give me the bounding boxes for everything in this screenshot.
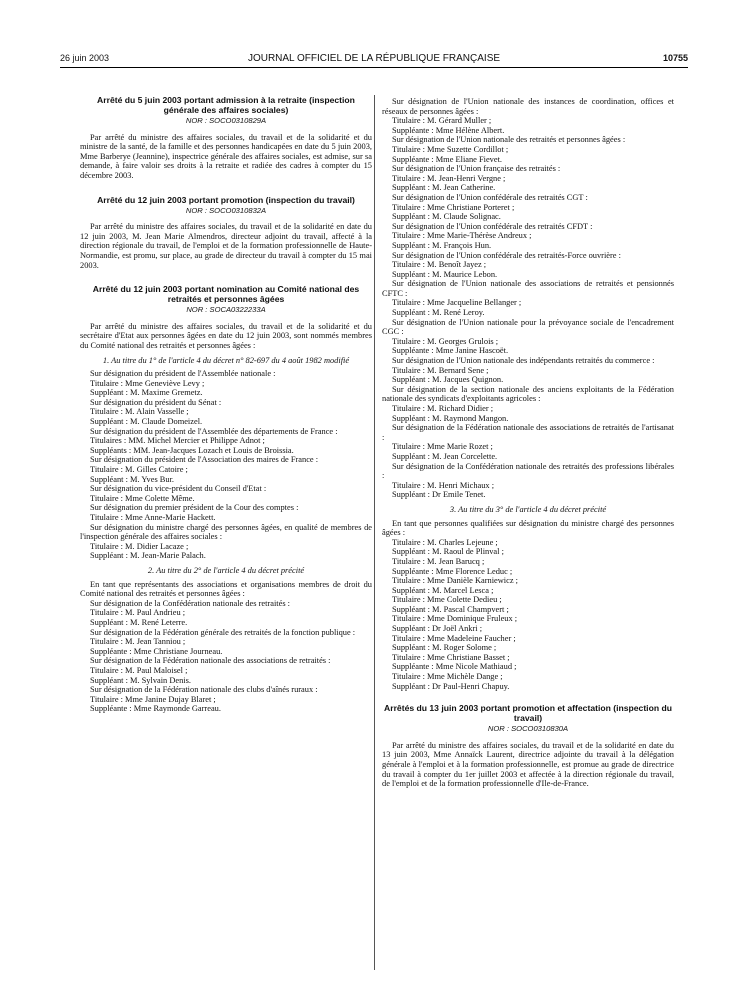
decree-body-affectation: Par arrêté du ministre des affaires sociales, du travail et de la solidarité en date du 13 juin 2003, Mme Annaïck Laurent, directrice adjointe du travail à la délégation générale à l'emploi et à la formation professionnelle, est promue au grade de directrice du travail à compter du 1er juillet 2003 et affectée à la direction régionale du travail, de l'emploi et de la formation professionnelle d'Ile-de-France. xyxy=(382,740,674,789)
text-line: Suppléante : Mme Nicole Mathiaud ; xyxy=(392,662,517,672)
text-line: Suppléant : M. Maxime Gremetz. xyxy=(90,388,203,398)
text-line: Suppléant : Dr Paul-Henri Chapuy. xyxy=(392,681,510,691)
text-line: Titulaire : M. Benoît Jayez ; xyxy=(392,260,487,270)
decree-body-nomination: Par arrêté du ministre des affaires sociales, du travail et de la solidarité et du secrétaire d'Etat aux personnes âgées en date du 12 juin 2003, sont nommés membres du Comité national des retraités et personnes âgées : xyxy=(80,321,372,350)
text-line: Titulaire : Mme Geneviève Levy ; xyxy=(90,378,205,388)
text-line: Titulaire : M. Alain Vasselle ; xyxy=(90,407,189,417)
section-2-continued-list xyxy=(382,97,674,500)
text-line: Suppléant : M. Jacques Quignon. xyxy=(392,375,504,385)
text-line: Titulaire : Mme Colette Dedieu ; xyxy=(392,595,502,605)
text-line: Sur désignation de l'Union nationale des retraités et personnes âgées : xyxy=(392,135,626,145)
text-line: Titulaire : Mme Anne-Marie Hackett. xyxy=(90,513,216,522)
text-line: Suppléant : Dr Joël Ankri ; xyxy=(392,624,483,634)
text-line: En tant que représentants des associations et organisations membres de droit du Comité national des retraités et personnes âgées : xyxy=(80,579,372,599)
text-line: Titulaire : Mme Christiane Porteret ; xyxy=(392,202,515,212)
text-line: Titulaire : M. Charles Lejeune ; xyxy=(392,537,498,547)
text-line: Titulaire : M. Richard Didier ; xyxy=(392,404,494,413)
section-2-list xyxy=(80,580,372,714)
text-line: Sur désignation de la Fédération nationale des associations de retraités de l'artisanat : xyxy=(382,423,674,442)
text-line: Suppléant : M. Raoul de Plinval ; xyxy=(392,547,504,557)
text-line: Suppléante : Mme Hélène Albert. xyxy=(392,125,505,135)
text-line: Sur désignation de la Fédération nationale des associations de retraités : xyxy=(90,656,331,666)
text-line: Suppléant : M. Roger Solome ; xyxy=(392,643,497,653)
header-date: 26 juin 2003 xyxy=(60,53,110,63)
text-line: Titulaire : M. Paul Andrieu ; xyxy=(90,608,186,618)
text-line: Titulaire : M. Bernard Sene ; xyxy=(392,365,489,375)
text-line: Sur désignation de l'Union nationale des associations de retraités et pensionnés CFTC : xyxy=(382,279,674,298)
text-line: Titulaire : Mme Christiane Basset ; xyxy=(392,652,510,662)
text-line: Sur désignation de la Confédération nationale des retraités : xyxy=(90,598,291,608)
text-line: Suppléante : Mme Eliane Fievet. xyxy=(392,154,503,164)
text-line: Titulaire : Mme Madeleine Faucher ; xyxy=(392,633,516,643)
text-line: Sur désignation de l'Union nationale pour la prévoyance sociale de l'encadrement CGC : xyxy=(382,317,674,337)
text-line: Titulaire : M. Gilles Catoire ; xyxy=(90,465,188,475)
page-header xyxy=(60,53,688,67)
text-line: Titulaire : M. Georges Grulois ; xyxy=(392,336,499,346)
text-line: Titulaire : Mme Marie Rozet ; xyxy=(392,442,493,452)
text-line: Suppléants : MM. Jean-Jacques Lozach et Louis de Broissia. xyxy=(90,445,294,455)
decree-nor-retraite: NOR : SOCO0310829A xyxy=(185,116,267,125)
text-line: Titulaire : M. Henri Michaux ; xyxy=(392,480,495,490)
text-line: Suppléant : M. Jean-Marie Palach. xyxy=(90,551,206,561)
section-3-list xyxy=(382,519,674,692)
text-line: Sur désignation du président de l'Association des maires de France : xyxy=(90,455,319,465)
text-line: Titulaire : M. Didier Lacaze ; xyxy=(90,541,189,551)
text-line: Sur désignation de l'Union nationale des indépendants retraités du commerce : xyxy=(392,356,655,366)
text-line: Sur désignation du ministre chargé des personnes âgées, en qualité de membres de l'inspection générale des affaires sociales : xyxy=(80,522,372,542)
text-line: Suppléant : M. Marcel Lesca ; xyxy=(392,585,494,595)
text-line: Sur désignation de la Fédération nationale des clubs d'aînés ruraux : xyxy=(90,685,318,695)
decree-title-nomination: Arrêté du 12 juin 2003 portant nomination au Comité national des retraités et personnes âgées xyxy=(92,284,360,305)
text-line: Sur désignation du vice-président du Conseil d'Etat : xyxy=(90,484,267,494)
text-line: Titulaire : Mme Marie-Thérèse Andreux ; xyxy=(392,231,532,241)
text-line: Titulaire : M. Jean-Henri Vergne ; xyxy=(392,173,506,183)
decree-title-affectation: Arrêtés du 13 juin 2003 portant promotion et affectation (inspection du travail) xyxy=(384,703,672,724)
text-line: Suppléant : M. Raymond Mangon. xyxy=(392,413,509,423)
section-title-1: 1. Au titre du 1° de l'article 4 du décret n° 82-697 du 4 août 1982 modifié xyxy=(102,355,350,365)
text-line: Sur désignation de l'Union confédérale des retraités CFDT : xyxy=(392,221,593,231)
text-line: Suppléant : M. Maurice Lebon. xyxy=(392,269,498,279)
text-line: Titulaire : Mme Dominique Fruleux ; xyxy=(392,614,518,624)
text-line: Suppléant : M. Claude Solignac. xyxy=(392,212,501,222)
header-rule xyxy=(60,67,688,68)
text-line: Sur désignation de l'Union française des retraités : xyxy=(392,164,561,174)
section-1-list xyxy=(80,369,372,561)
column-divider xyxy=(374,95,375,970)
decree-nor-promotion: NOR : SOCO0310832A xyxy=(185,205,267,215)
text-line: Titulaire : Mme Suzette Cordillot ; xyxy=(392,144,509,154)
text-line: Suppléant : M. Sylvain Denis. xyxy=(90,675,191,685)
text-line: Sur désignation de la Fédération générale des retraités de la fonction publique : xyxy=(90,627,356,637)
text-line: Suppléant : M. Jean Catherine. xyxy=(392,183,496,193)
text-line: Suppléante : Mme Christiane Journeau. xyxy=(90,646,223,656)
decree-nor-nomination: NOR : SOCA0322233A xyxy=(186,305,266,315)
text-line: Titulaire : Mme Michèle Dange ; xyxy=(392,672,503,682)
text-line: Titulaire : M. Paul Maloisel ; xyxy=(90,665,188,675)
decree-body-promotion: Par arrêté du ministre des affaires sociales, du travail et de la solidarité en date du 12 juin 2003, M. Jean Marie Almendros, directeur adjoint du travail, affecté à la direction régionale du travail, de l'emploi et de la formation professionnelle de Haute-Normandie, est promu, sur place, au grade de directeur du travail à compter du 15 mai 2003. xyxy=(80,222,372,270)
text-line: Titulaire : Mme Janine Dujay Blaret ; xyxy=(90,694,216,704)
text-line: Titulaire : Mme Danièle Karniewicz ; xyxy=(392,576,518,586)
text-line: Titulaire : Mme Jacqueline Bellanger ; xyxy=(392,298,522,308)
journal-title: JOURNAL OFFICIEL DE LA RÉPUBLIQUE FRANÇAISE xyxy=(247,53,501,64)
text-line: Suppléant : Dr Emile Tenet. xyxy=(392,490,486,500)
text-line: Sur désignation du président de l'Assemblée des départements de France : xyxy=(90,426,338,436)
text-line: Sur désignation du président du Sénat : xyxy=(90,397,222,407)
text-line: Suppléante : Mme Janine Hascoët. xyxy=(392,346,509,356)
decree-body-retraite: Par arrêté du ministre des affaires sociales, du travail et de la solidarité et du ministre de la santé, de la famille et des personnes handicapées en date du 5 juin 2003, Mme Barberye (Jeannine), inspectrice générale des affaires sociales, est admise, sur sa demande, à faire valoir ses droits à la retraite et radiée des cadres à compter du 15 décembre 2003. xyxy=(80,132,372,180)
decree-title-promotion: Arrêté du 12 juin 2003 portant promotion (inspection du travail) xyxy=(97,194,355,205)
text-line: Suppléante : Mme Florence Leduc ; xyxy=(392,566,513,576)
text-line: Suppléant : M. François Hun. xyxy=(392,240,492,250)
text-line: Sur désignation de la Confédération nationale des retraités des professions libérales : xyxy=(382,461,674,481)
text-line: Sur désignation de l'Union confédérale des retraités-Force ouvrière : xyxy=(392,250,621,260)
text-line: Suppléant : M. Claude Domeizel. xyxy=(90,417,203,427)
text-line: Sur désignation du premier président de la Cour des comptes : xyxy=(90,503,299,513)
page-number: 10755 xyxy=(662,53,688,63)
text-line: Titulaire : M. Jean Barucq ; xyxy=(392,556,485,566)
text-line: Sur désignation de l'Union nationale des instances de coordination, offices et réseaux de personnes âgées : xyxy=(382,97,674,116)
text-line: Suppléante : Mme Raymonde Garreau. xyxy=(90,704,221,714)
section-title-2: 2. Au titre du 2° de l'article 4 du décret précité xyxy=(147,565,305,575)
text-line: Titulaires : MM. Michel Mercier et Philippe Adnot ; xyxy=(90,436,265,446)
text-line: Titulaire : Mme Colette Même. xyxy=(90,493,195,503)
text-line: Suppléant : M. René Leterre. xyxy=(90,617,188,627)
text-line: Suppléant : M. Pascal Champvert ; xyxy=(392,604,509,614)
section-title-3: 3. Au titre du 3° de l'article 4 du décret précité xyxy=(449,504,607,514)
left-column xyxy=(80,95,372,714)
decree-nor-affectation: NOR : SOCO0310830A xyxy=(487,724,569,734)
text-line: En tant que personnes qualifiées sur désignation du ministre chargé des personnes âgées : xyxy=(382,518,674,538)
text-line: Sur désignation du président de l'Assemblée nationale : xyxy=(90,369,276,379)
text-line: Titulaire : M. Jean Tanniou ; xyxy=(90,637,186,647)
text-line: Suppléant : M. Yves Bur. xyxy=(90,474,174,484)
decree-title-retraite: Arrêté du 5 juin 2003 portant admission à la retraite (inspection générale des affaires sociales) xyxy=(97,95,355,115)
text-line: Sur désignation de l'Union confédérale des retraités CGT : xyxy=(392,192,588,202)
text-line: Suppléant : M. Jean Corcelette. xyxy=(392,451,498,461)
right-column xyxy=(382,97,674,789)
text-line: Sur désignation de la section nationale des anciens exploitants de la Fédération nationale des syndicats d'exploitants agricoles : xyxy=(382,384,674,404)
text-line: Titulaire : M. Gérard Muller ; xyxy=(392,116,492,126)
text-line: Suppléant : M. René Leroy. xyxy=(392,308,485,318)
